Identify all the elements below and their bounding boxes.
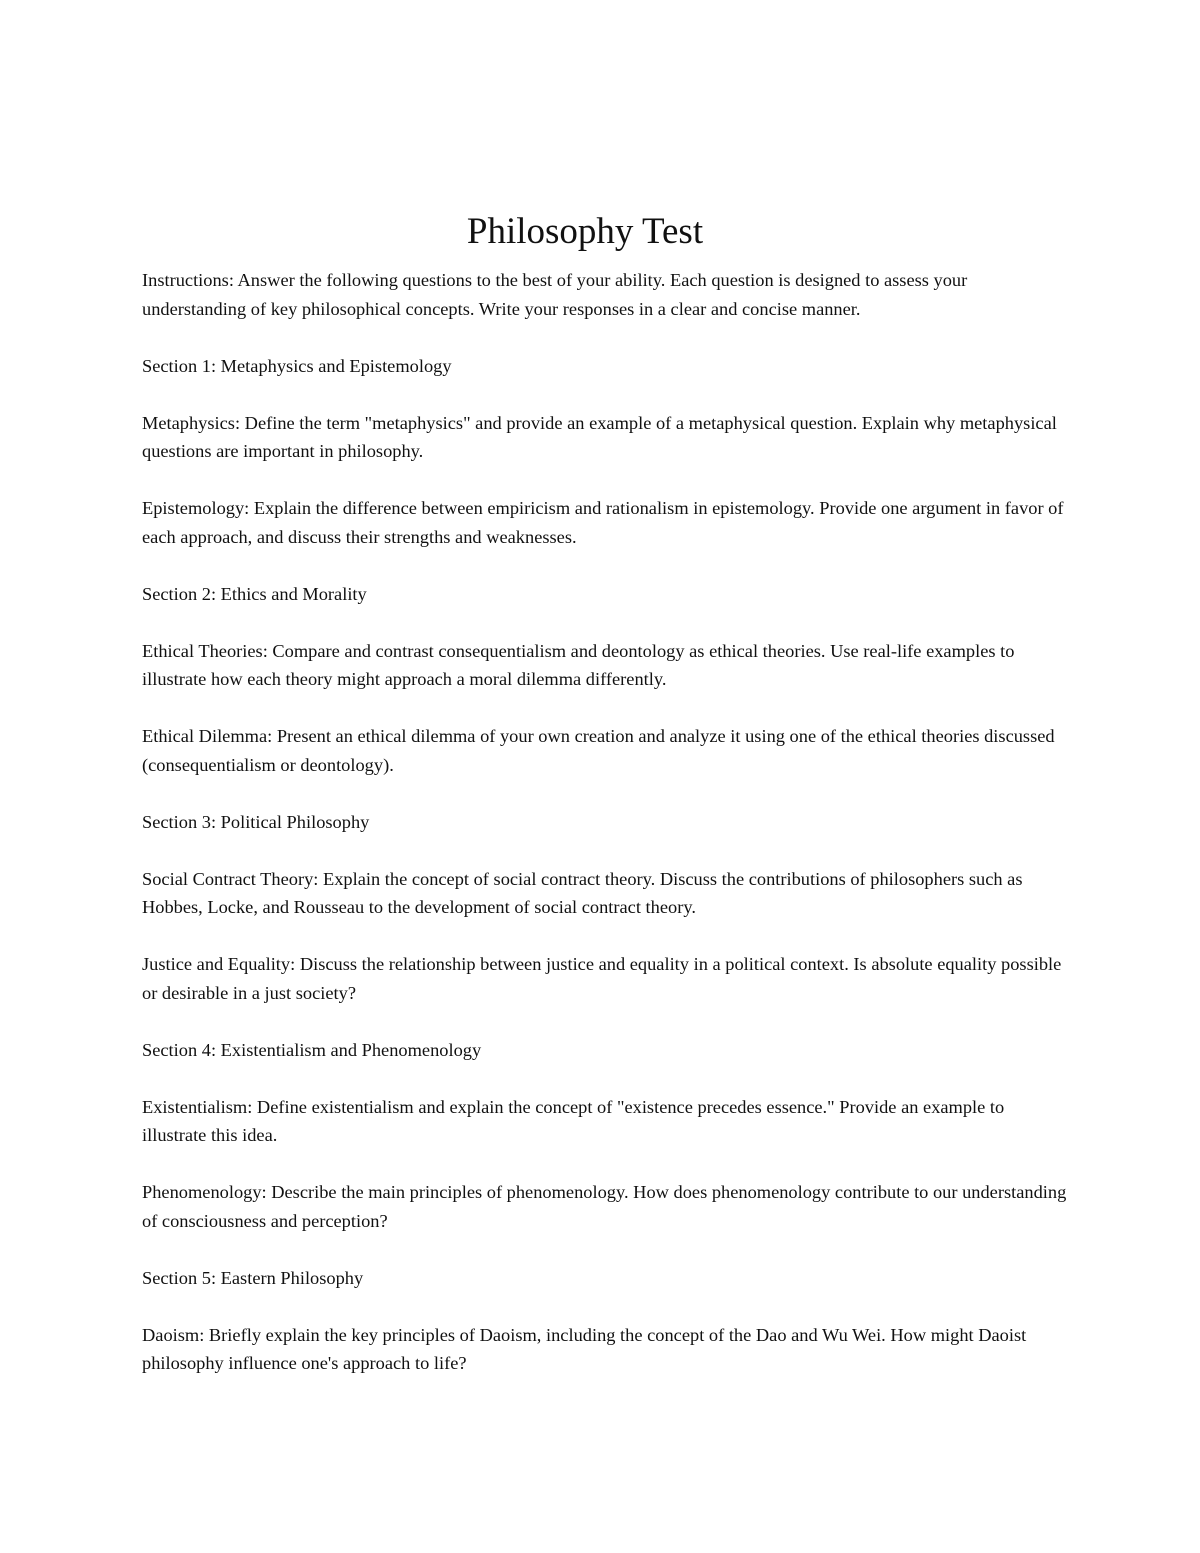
section-3-heading: Section 3: Political Philosophy (142, 811, 370, 832)
question-ethical-theories: Ethical Theories: Compare and contrast consequentialism and deontology as ethical theories. Use real-life examples to illustrate how each theory might approach a moral dilemma differently. (142, 640, 1015, 689)
question-daoism: Daoism: Briefly explain the key principles of Daoism, including the concept of the Dao and Wu Wei. How might Daoist philosophy influence one's approach to life? (142, 1324, 1027, 1373)
question-epistemology: Epistemology: Explain the difference between empiricism and rationalism in epistemology. Provide one argument in favor of each approach, and discuss their strengths and weaknesses. (142, 498, 1064, 547)
question-phenomenology: Phenomenology: Describe the main principles of phenomenology. How does phenomenology contribute to our understanding of consciousness and perception? (142, 1182, 1067, 1231)
question-ethical-dilemma: Ethical Dilemma: Present an ethical dilemma of your own creation and analyze it using one of the ethical theories discussed (consequentialism or deontology). (142, 726, 1055, 775)
question-social-contract: Social Contract Theory: Explain the concept of social contract theory. Discuss the contributions of philosophers such as Hobbes, Locke, and Rousseau to the development of social contract theory. (142, 868, 1023, 917)
section-1-heading: Section 1: Metaphysics and Epistemology (142, 355, 452, 376)
section-2-heading: Section 2: Ethics and Morality (142, 583, 367, 604)
document-body (142, 266, 1067, 1406)
document-title: Philosophy Test (466, 211, 704, 252)
section-5-heading: Section 5: Eastern Philosophy (142, 1267, 364, 1288)
question-existentialism: Existentialism: Define existentialism and explain the concept of "existence precedes essence." Provide an example to illustrate this idea. (142, 1096, 1005, 1145)
instructions-paragraph: Instructions: Answer the following questions to the best of your ability. Each question is designed to assess your understanding of key philosophical concepts. Write your responses in a clear and concise manner. (142, 270, 968, 319)
section-4-heading: Section 4: Existentialism and Phenomenology (142, 1039, 482, 1060)
question-metaphysics: Metaphysics: Define the term "metaphysics" and provide an example of a metaphysical question. Explain why metaphysical questions are important in philosophy. (142, 412, 1057, 461)
question-justice-equality: Justice and Equality: Discuss the relationship between justice and equality in a political context. Is absolute equality possible or desirable in a just society? (142, 954, 1062, 1003)
